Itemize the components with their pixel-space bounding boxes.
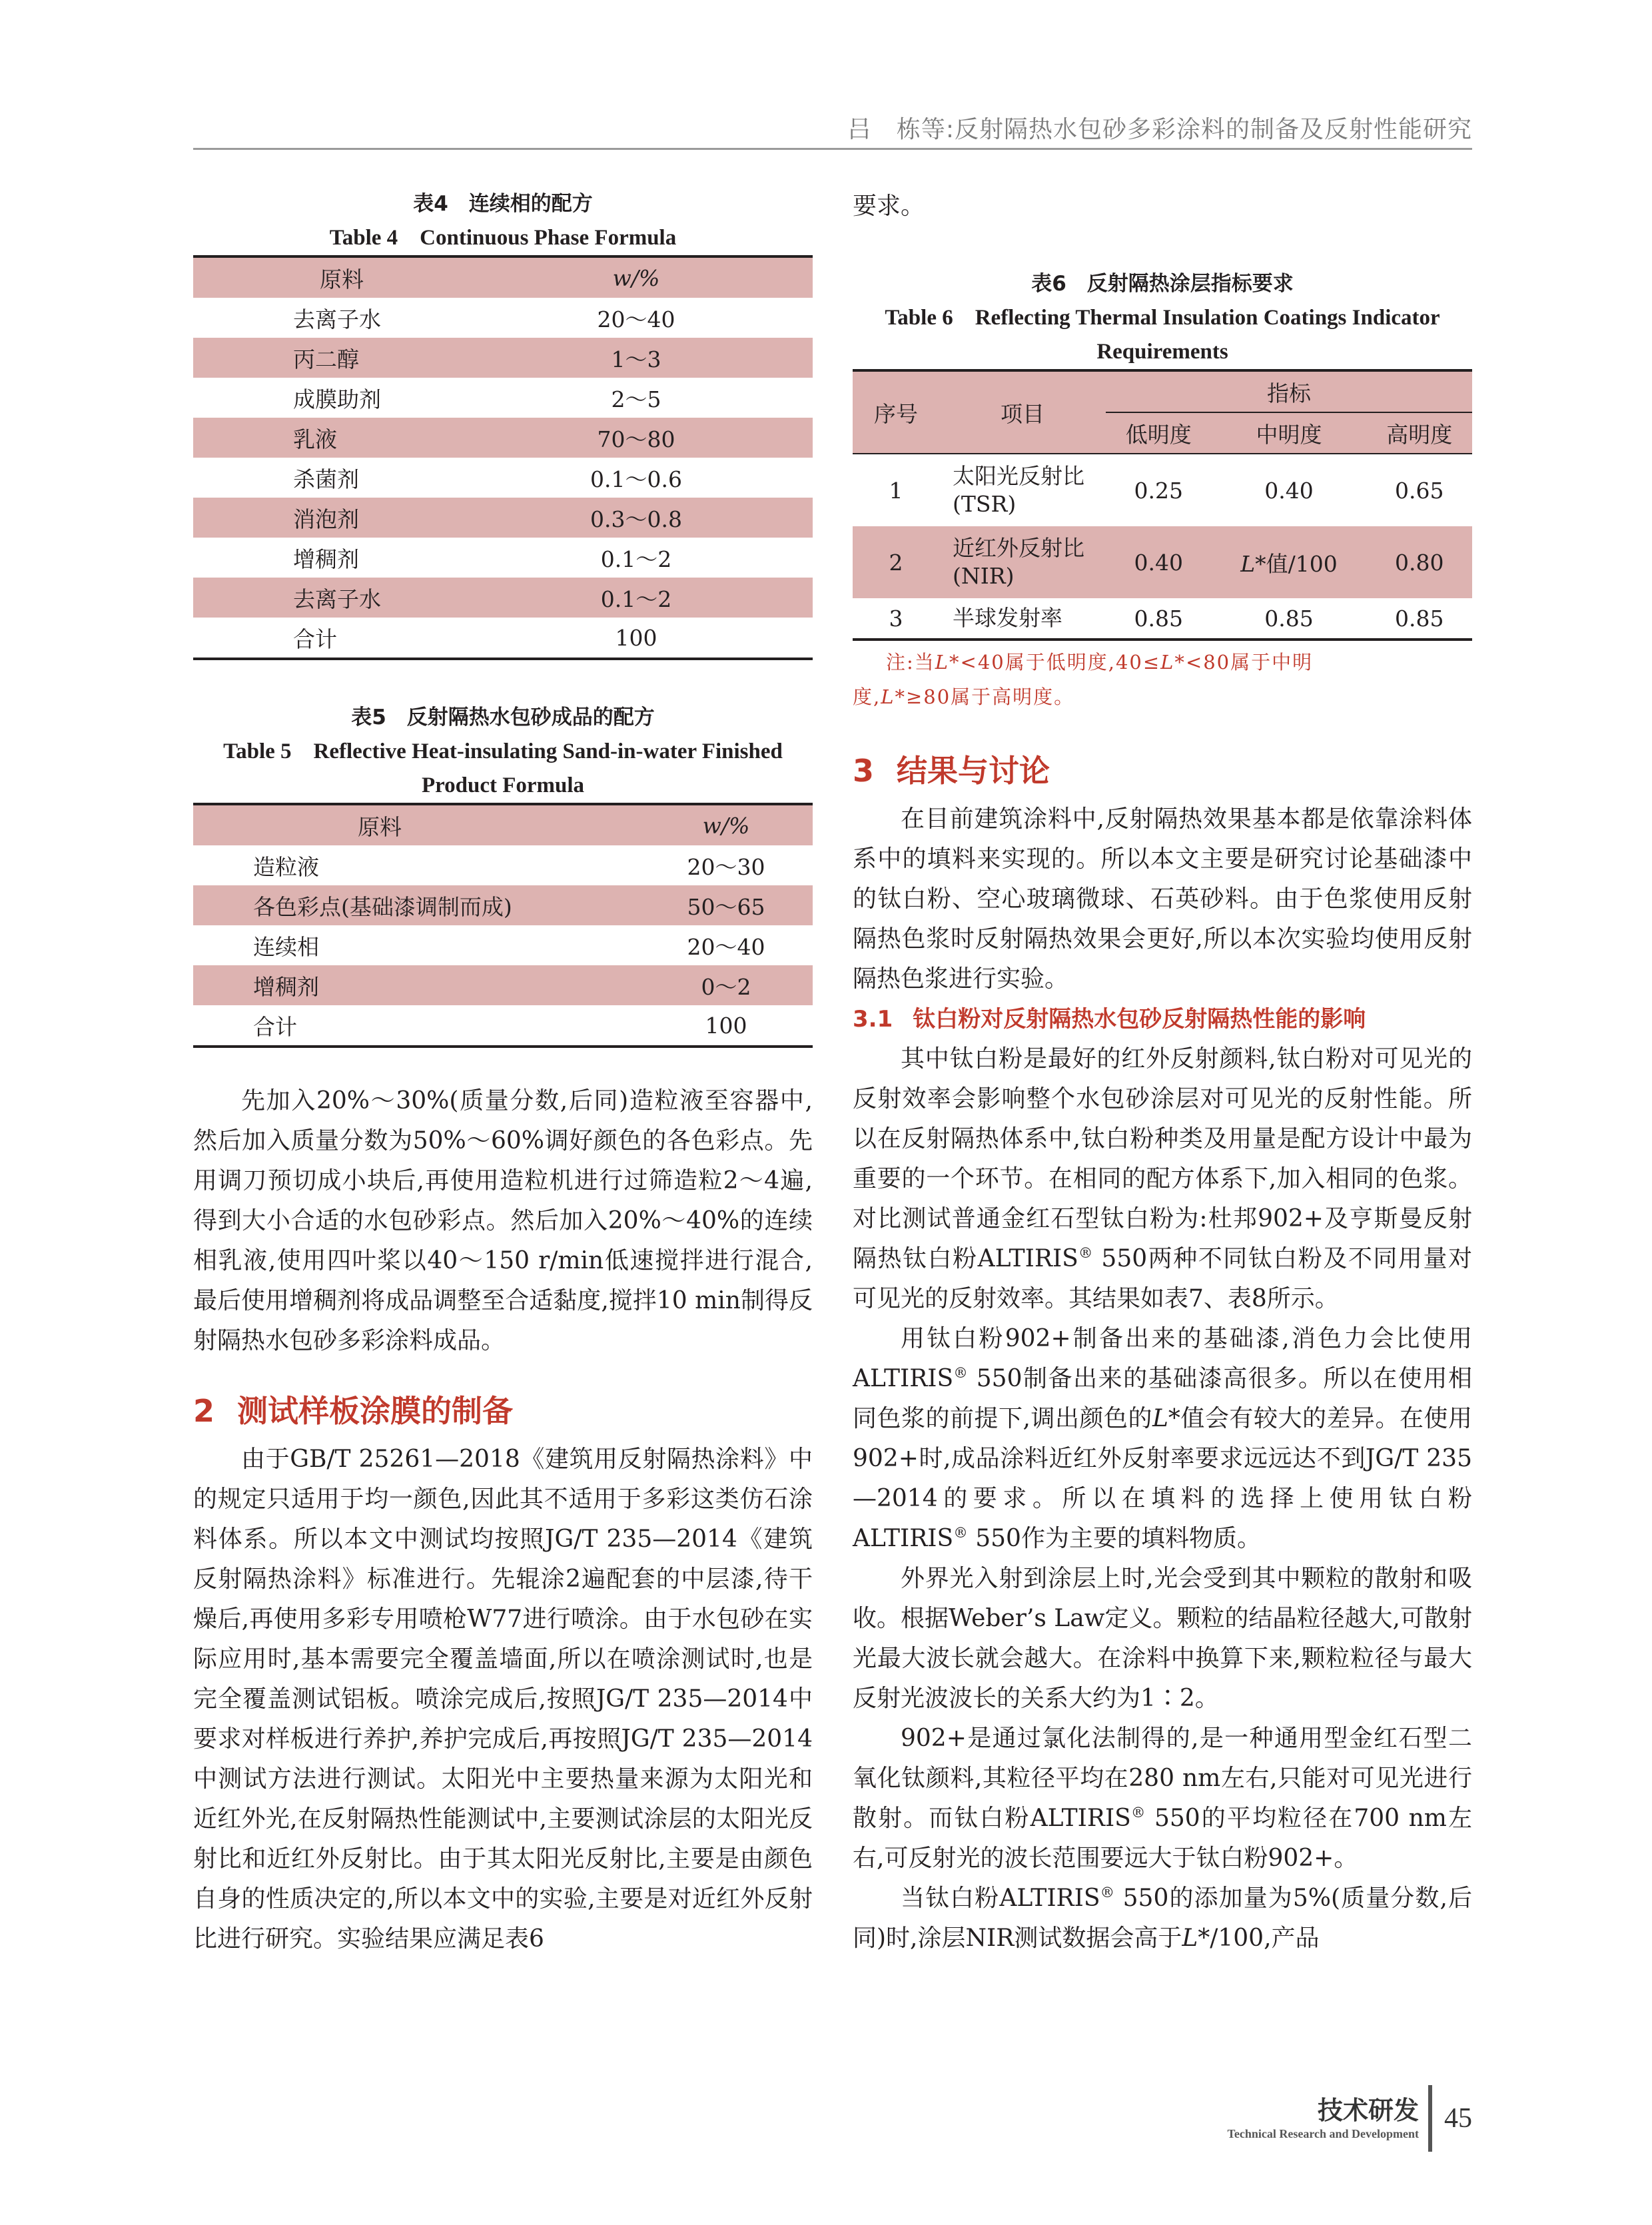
- lstar-symbol: L*: [881, 685, 906, 708]
- subsection-title: 钛白粉对反射隔热水包砂反射隔热性能的影响: [913, 1006, 1366, 1033]
- table6-header-item: 项目: [1001, 400, 1044, 427]
- note-text: ≥80属于高明度。: [905, 685, 1075, 708]
- note-text: <40属于低明度,40≤: [960, 651, 1161, 673]
- right-column: [853, 187, 1472, 1959]
- table-cell: 50～65: [687, 893, 765, 920]
- registered-mark: ®: [1100, 1885, 1115, 1901]
- table-cell: 成膜助剂: [293, 386, 381, 412]
- table-cell: 100: [615, 624, 657, 651]
- table-cell: [1212, 526, 1367, 598]
- table4-header-material: 原料: [320, 266, 364, 292]
- table5-header-material: 原料: [358, 813, 402, 840]
- item-line-1: 太阳光反射比: [953, 463, 1084, 489]
- registered-mark: ®: [1130, 1805, 1146, 1821]
- footer-title: [1228, 2095, 1420, 2142]
- note-text: 注:当: [886, 651, 935, 673]
- table5-header-w-label: w/%: [702, 812, 750, 839]
- table4-caption-en: Table 4 Continuous Phase Formula: [329, 226, 677, 250]
- registered-mark: ®: [953, 1365, 968, 1382]
- table6-note: [853, 645, 1472, 714]
- table-cell: 0～2: [701, 973, 751, 1000]
- spacer: [193, 1048, 813, 1081]
- table6-header-low: 低明度: [1125, 421, 1192, 448]
- table6-caption-en-2: Requirements: [1096, 340, 1228, 364]
- table-cell: 0.85: [1134, 605, 1183, 632]
- table-cell: 0.85: [1264, 605, 1314, 632]
- paragraph: [853, 1319, 1472, 1559]
- paragraph: 由于GB/T 25261—2018《建筑用反射隔热涂料》中的规定只适用于均一颜色,因此其不适用于多彩这类仿石涂料体系。所以本文中测试均按照JG/T 235—2014《建筑反射隔热涂料》标准进行。先辊涂2遍配套的中层漆,待干燥后,再使用多彩专用喷枪W77进行喷涂。由于水包砂在实际应用时,基本需要完全覆盖墙面,所以在喷涂测试时,也是完全覆盖测试铝板。喷涂完成后,按照JG/T 235—2014中要求对样板进行养护,养护完成后,再按照JG/T 235—2014中测试方法进行测试。太阳光中主要热量来源为太阳光和近红外光,在反射隔热性能测试中,主要测试涂层的太阳光反射比和近红外反射比。由于其太阳光反射比,主要是由颜色自身的性质决定的,所以本文中的实验,主要是对近红外反射比进行研究。实验结果应满足表6: [193, 1446, 813, 1953]
- paragraph-continuation: 要求。: [853, 193, 925, 220]
- table-cell: 乳液: [293, 426, 337, 452]
- section-heading-2: [193, 1388, 813, 1434]
- subsection-heading-3-1: [853, 999, 1472, 1039]
- table5-header-w: [639, 804, 813, 845]
- text-run: 550的添加量为5%(质量分数,后同)时,涂层NIR测试数据会高于: [853, 1885, 1472, 1952]
- item-line-2: (NIR): [953, 563, 1015, 589]
- table-cell: 1: [889, 477, 903, 504]
- table-cell: 0.1～0.6: [590, 466, 682, 492]
- text-run: 550两种不同钛白粉及不同用量对可见光的反射效率。其结果如表7、表8所示。: [853, 1245, 1472, 1312]
- table4-header-w-label: w/%: [612, 264, 660, 291]
- page-footer: [1228, 2082, 1473, 2155]
- table-cell: 0.85: [1395, 605, 1444, 632]
- table6-header-no: 序号: [874, 400, 918, 427]
- text-run: 用钛白粉902+制备出来的基础漆,消色力会比使用ALTIRIS: [853, 1325, 1472, 1392]
- table6-header-high: 高明度: [1386, 421, 1453, 448]
- footer-title-cn: 技术研发: [1317, 2096, 1419, 2125]
- running-head: 吕 栋等:反射隔热水包砂多彩涂料的制备及反射性能研究: [847, 116, 1472, 143]
- table5-caption-en-2: Product Formula: [421, 773, 585, 797]
- text-run: 值会有较大的差异。在使用902+时,成品涂料近红外反射率要求远远达不到JG/T 235—2014的要求。所以在填料的选择上使用钛白粉ALTIRIS: [853, 1405, 1472, 1552]
- table-cell: 造粒液: [253, 853, 319, 880]
- table-cell: 0.25: [1134, 477, 1183, 504]
- lstar-symbol: L*: [1152, 1405, 1180, 1432]
- table-cell: 20～40: [597, 306, 675, 332]
- table-cell: 合计: [293, 626, 337, 652]
- text-run: /100,产品: [1210, 1925, 1320, 1952]
- text-run: 当钛白粉ALTIRIS: [901, 1885, 1100, 1912]
- table-cell: 去离子水: [293, 586, 381, 612]
- table-cell: 2～5: [611, 386, 661, 412]
- section-number: 2: [193, 1393, 215, 1429]
- text-run: 550的平均粒径在700 nm左右,可反射光的波长范围要远大于钛白粉902+。: [853, 1805, 1472, 1872]
- table-cell: 消泡剂: [293, 506, 359, 532]
- section-heading-3: [853, 747, 1472, 794]
- table-cell: 0.1～2: [600, 546, 672, 572]
- lstar-symbol: L*: [935, 651, 961, 673]
- table6-header-index: 指标: [1106, 370, 1472, 412]
- section-number: 3: [853, 753, 875, 789]
- table-cell: 20～30: [687, 853, 765, 880]
- table-cell: 1～3: [611, 346, 661, 372]
- footer-title-en: Technical Research and Development: [1227, 2127, 1419, 2140]
- table5-caption-en-1: Table 5 Reflective Heat-insulating Sand-in-water Finished: [223, 739, 783, 763]
- note-text: 度,: [853, 685, 881, 708]
- table-cell-item: 半球发射率: [953, 605, 1062, 631]
- table6-caption-cn: 表6 反射隔热涂层指标要求: [1031, 272, 1294, 296]
- section-title: 结果与讨论: [897, 753, 1050, 789]
- item-line-2: (TSR): [953, 491, 1017, 517]
- table-cell-item: [939, 454, 1106, 526]
- header-rule: [193, 148, 1472, 150]
- text-run: 550作为主要的填料物质。: [967, 1525, 1261, 1552]
- table-cell: 0.3～0.8: [590, 506, 682, 532]
- table-cell: 杀菌剂: [293, 466, 359, 492]
- left-column: [193, 187, 813, 1959]
- table6-header-mid: 中明度: [1256, 421, 1322, 448]
- table-cell: 连续相: [253, 933, 319, 960]
- table-cell: 100: [705, 1012, 747, 1039]
- paragraph: 先加入20%～30%(质量分数,后同)造粒液至容器中,然后加入质量分数为50%～60%调好颜色的各色彩点。先用调刀预切成小块后,再使用造粒机进行过筛造粒2～4遍,得到大小合适的水包砂彩点。然后加入20%～40%的连续相乳液,使用四叶桨以40～150 r/min低速搅拌进行混合,最后使用增稠剂将成品调整至合适黏度,搅拌10 min制得反射隔热水包砂多彩涂料成品。: [193, 1087, 813, 1354]
- table-cell: 各色彩点(基础漆调制而成): [253, 893, 512, 920]
- spacer: [853, 226, 1472, 266]
- table-cell: 合计: [253, 1013, 297, 1040]
- table-cell: 2: [889, 549, 903, 576]
- table-cell: 0.65: [1395, 477, 1444, 504]
- paragraph: [853, 1039, 1472, 1319]
- table6-caption-en-1: Table 6 Reflecting Thermal Insulation Coatings Indicator: [885, 306, 1440, 330]
- table4-caption-cn: 表4 连续相的配方: [413, 192, 593, 216]
- paragraph: 外界光入射到涂层上时,光会受到其中颗粒的散射和吸收。根据Weber’s Law定义。颗粒的结晶粒径越大,可散射光最大波长就会越大。在涂料中换算下来,颗粒粒径与最大反射光波波长的关系大约为1∶2。: [853, 1565, 1472, 1712]
- table-cell: 0.80: [1395, 549, 1444, 576]
- cell-text: 值/100: [1266, 550, 1338, 577]
- spacer: [193, 660, 813, 700]
- subsection-number: 3.1: [853, 1006, 893, 1033]
- table-cell-item: [939, 526, 1106, 598]
- lstar-symbol: L*: [1182, 1925, 1210, 1952]
- table-cell: 0.40: [1264, 477, 1314, 504]
- section-title: 测试样板涂膜的制备: [237, 1393, 514, 1429]
- footer-divider: [1428, 2085, 1432, 2152]
- item-line-1: 近红外反射比: [953, 535, 1084, 561]
- page-number: 45: [1444, 2103, 1472, 2134]
- lstar-symbol: L*: [1160, 651, 1186, 673]
- text-run: 550制备出来的基础漆高很多。所以在使用相同色浆的前提下,调出颜色的: [853, 1365, 1472, 1432]
- table4: [193, 255, 813, 660]
- table-cell: 20～40: [687, 933, 765, 960]
- paragraph: [853, 1719, 1472, 1879]
- text-run: 其中钛白粉是最好的红外反射颜料,钛白粉对可见光的反射效率会影响整个水包砂涂层对可见光的反射性能。所以在反射隔热体系中,钛白粉种类及用量是配方设计中最为重要的一个环节。在相同的配方体系下,加入相同的色浆。对比测试普通金红石型钛白粉为:杜邦902+及亨斯曼反射隔热钛白粉ALTIRIS: [853, 1045, 1472, 1272]
- table-cell: 增稠剂: [253, 973, 319, 1000]
- table6: [853, 369, 1472, 641]
- note-text: <80属于中明: [1185, 651, 1314, 673]
- table-cell: 0.40: [1134, 549, 1183, 576]
- paragraph: 在目前建筑涂料中,反射隔热效果基本都是依靠涂料体系中的填料来实现的。所以本文主要是研究讨论基础漆中的钛白粉、空心玻璃微球、石英砂料。由于色浆使用反射隔热色浆时反射隔热效果会更好,所以本次实验均使用反射隔热色浆进行实验。: [853, 805, 1472, 993]
- table-cell: 0.1～2: [600, 586, 672, 612]
- table-cell: 70～80: [597, 426, 675, 452]
- table-cell: 3: [889, 605, 903, 632]
- text-run: 902+是通过氯化法制得的,是一种通用型金红石型二氧化钛颜料,其粒径平均在280 nm左右,只能对可见光进行散射。而钛白粉ALTIRIS: [853, 1725, 1472, 1832]
- paragraph: [853, 1879, 1472, 1959]
- registered-mark: ®: [1078, 1245, 1093, 1262]
- registered-mark: ®: [953, 1525, 968, 1542]
- table-cell: 丙二醇: [293, 346, 359, 372]
- table4-header-w: [520, 256, 813, 298]
- table5: [193, 803, 813, 1048]
- table-cell: 增稠剂: [293, 546, 359, 572]
- lstar-symbol: L*: [1240, 550, 1266, 577]
- table-cell: 去离子水: [293, 306, 381, 332]
- table5-caption-cn: 表5 反射隔热水包砂成品的配方: [351, 705, 655, 729]
